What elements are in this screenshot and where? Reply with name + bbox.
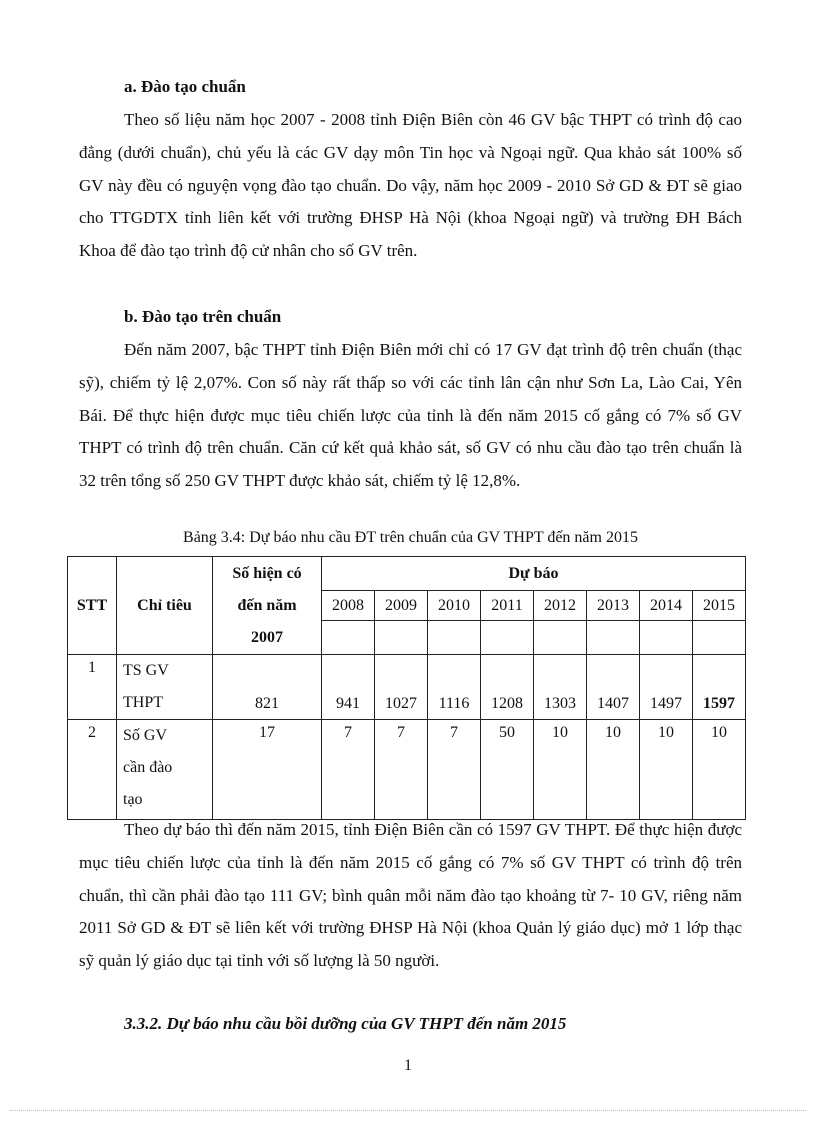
row-indicator <box>117 720 213 820</box>
table-header-row <box>68 557 746 591</box>
row-indicator-line2: cần đào <box>123 759 173 776</box>
year-cell: 2012 <box>534 591 587 621</box>
row-indicator-line3: tạo <box>123 791 143 808</box>
paragraph-b: Đến năm 2007, bậc THPT tỉnh Điện Biên mới chỉ có 17 GV đạt trình độ trên chuẩn (thạc sỹ), chiếm tỷ lệ 2,07%. Con số này rất thấp so với các tỉnh lân cận như Sơn La, Lào Cai, Yên Bái. Để thực hiện được mục tiêu chiến lược của tỉnh là đến năm 2015 cố gắng có 7% số GV THPT có trình độ trên chuẩn. Căn cứ kết quả khảo sát, số GV có nhu cầu đào tạo trên chuẩn là 32 trên tổng số 250 GV THPT được khảo sát, chiếm tỷ lệ 12,8%. <box>79 340 742 491</box>
heading-b: b. Đào tạo trên chuẩn <box>124 307 282 326</box>
row-value: 1208 <box>481 655 534 720</box>
row-stt: 2 <box>68 720 117 820</box>
row-value: 7 <box>428 720 481 820</box>
row-value: 7 <box>322 720 375 820</box>
row-indicator <box>117 655 213 720</box>
row-value: 10 <box>693 720 746 820</box>
row-indicator-line1: TS GV <box>123 662 169 679</box>
header-current <box>213 557 322 655</box>
year-cell: 2008 <box>322 591 375 621</box>
paragraph-conclusion: Theo dự báo thì đến năm 2015, tỉnh Điện Biên cần có 1597 GV THPT. Để thực hiện được mục tiêu chiến lược của tỉnh là đến năm 2015 cố gắng có 7% số GV THPT có trình độ trên chuẩn, thì cần phải đào tạo 111 GV; bình quân mỗi năm đào tạo khoảng từ 7- 10 GV, riêng năm 2011 Sở GD & ĐT sẽ liên kết với trường ĐHSP Hà Nội (khoa Quản lý giáo dục) mở 1 lớp thạc sỹ quản lý giáo dục tại tỉnh với số lượng là 50 người. <box>79 820 742 971</box>
year-cell: 2013 <box>587 591 640 621</box>
row-value: 1116 <box>428 655 481 720</box>
row-value: 10 <box>534 720 587 820</box>
row-value: 10 <box>587 720 640 820</box>
section-title-332: 3.3.2. Dự báo nhu cầu bồi dưỡng của GV THPT đến năm 2015 <box>124 1014 567 1033</box>
year-cell: 2014 <box>640 591 693 621</box>
row-current: 17 <box>213 720 322 820</box>
row-value: 1027 <box>375 655 428 720</box>
row-value: 941 <box>322 655 375 720</box>
year-cell: 2010 <box>428 591 481 621</box>
year-cell: 2015 <box>693 591 746 621</box>
header-current-line3: 2007 <box>251 628 283 646</box>
header-stt: STT <box>68 557 117 655</box>
forecast-table <box>67 556 746 820</box>
footer-divider <box>10 1110 806 1111</box>
row-value: 1407 <box>587 655 640 720</box>
header-forecast: Dự báo <box>322 557 746 591</box>
year-cell: 2011 <box>481 591 534 621</box>
header-current-line1: Số hiện có <box>232 564 302 582</box>
heading-a: a. Đào tạo chuẩn <box>124 77 246 96</box>
row-value: 1597 <box>693 655 746 720</box>
table-row <box>68 720 746 820</box>
row-current: 821 <box>213 655 322 720</box>
row-indicator-line2: THPT <box>123 694 163 711</box>
row-value: 50 <box>481 720 534 820</box>
header-current-line2: đến năm <box>237 596 297 614</box>
table-row <box>68 655 746 720</box>
row-stt: 1 <box>68 655 117 720</box>
table-caption: Bảng 3.4: Dự báo nhu cầu ĐT trên chuẩn của GV THPT đến năm 2015 <box>183 529 638 546</box>
page-number: 1 <box>404 1057 412 1074</box>
year-cell: 2009 <box>375 591 428 621</box>
row-value: 10 <box>640 720 693 820</box>
row-value: 1497 <box>640 655 693 720</box>
row-value: 1303 <box>534 655 587 720</box>
paragraph-a: Theo số liệu năm học 2007 - 2008 tỉnh Điện Biên còn 46 GV bậc THPT có trình độ cao đẳng (dưới chuẩn), chủ yếu là các GV dạy môn Tin học và Ngoại ngữ. Qua khảo sát 100% số GV này đều có nguyện vọng đào tạo chuẩn. Do vậy, năm học 2009 - 2010 Sở GD & ĐT sẽ giao cho TTGDTX tỉnh liên kết với trường ĐHSP Hà Nội (khoa Ngoại ngữ) và trường ĐH Bách Khoa để đào tạo trình độ cử nhân cho số GV trên. <box>79 110 742 261</box>
row-indicator-line1: Số GV <box>123 727 168 744</box>
row-value: 7 <box>375 720 428 820</box>
header-indicator: Chỉ tiêu <box>117 557 213 655</box>
